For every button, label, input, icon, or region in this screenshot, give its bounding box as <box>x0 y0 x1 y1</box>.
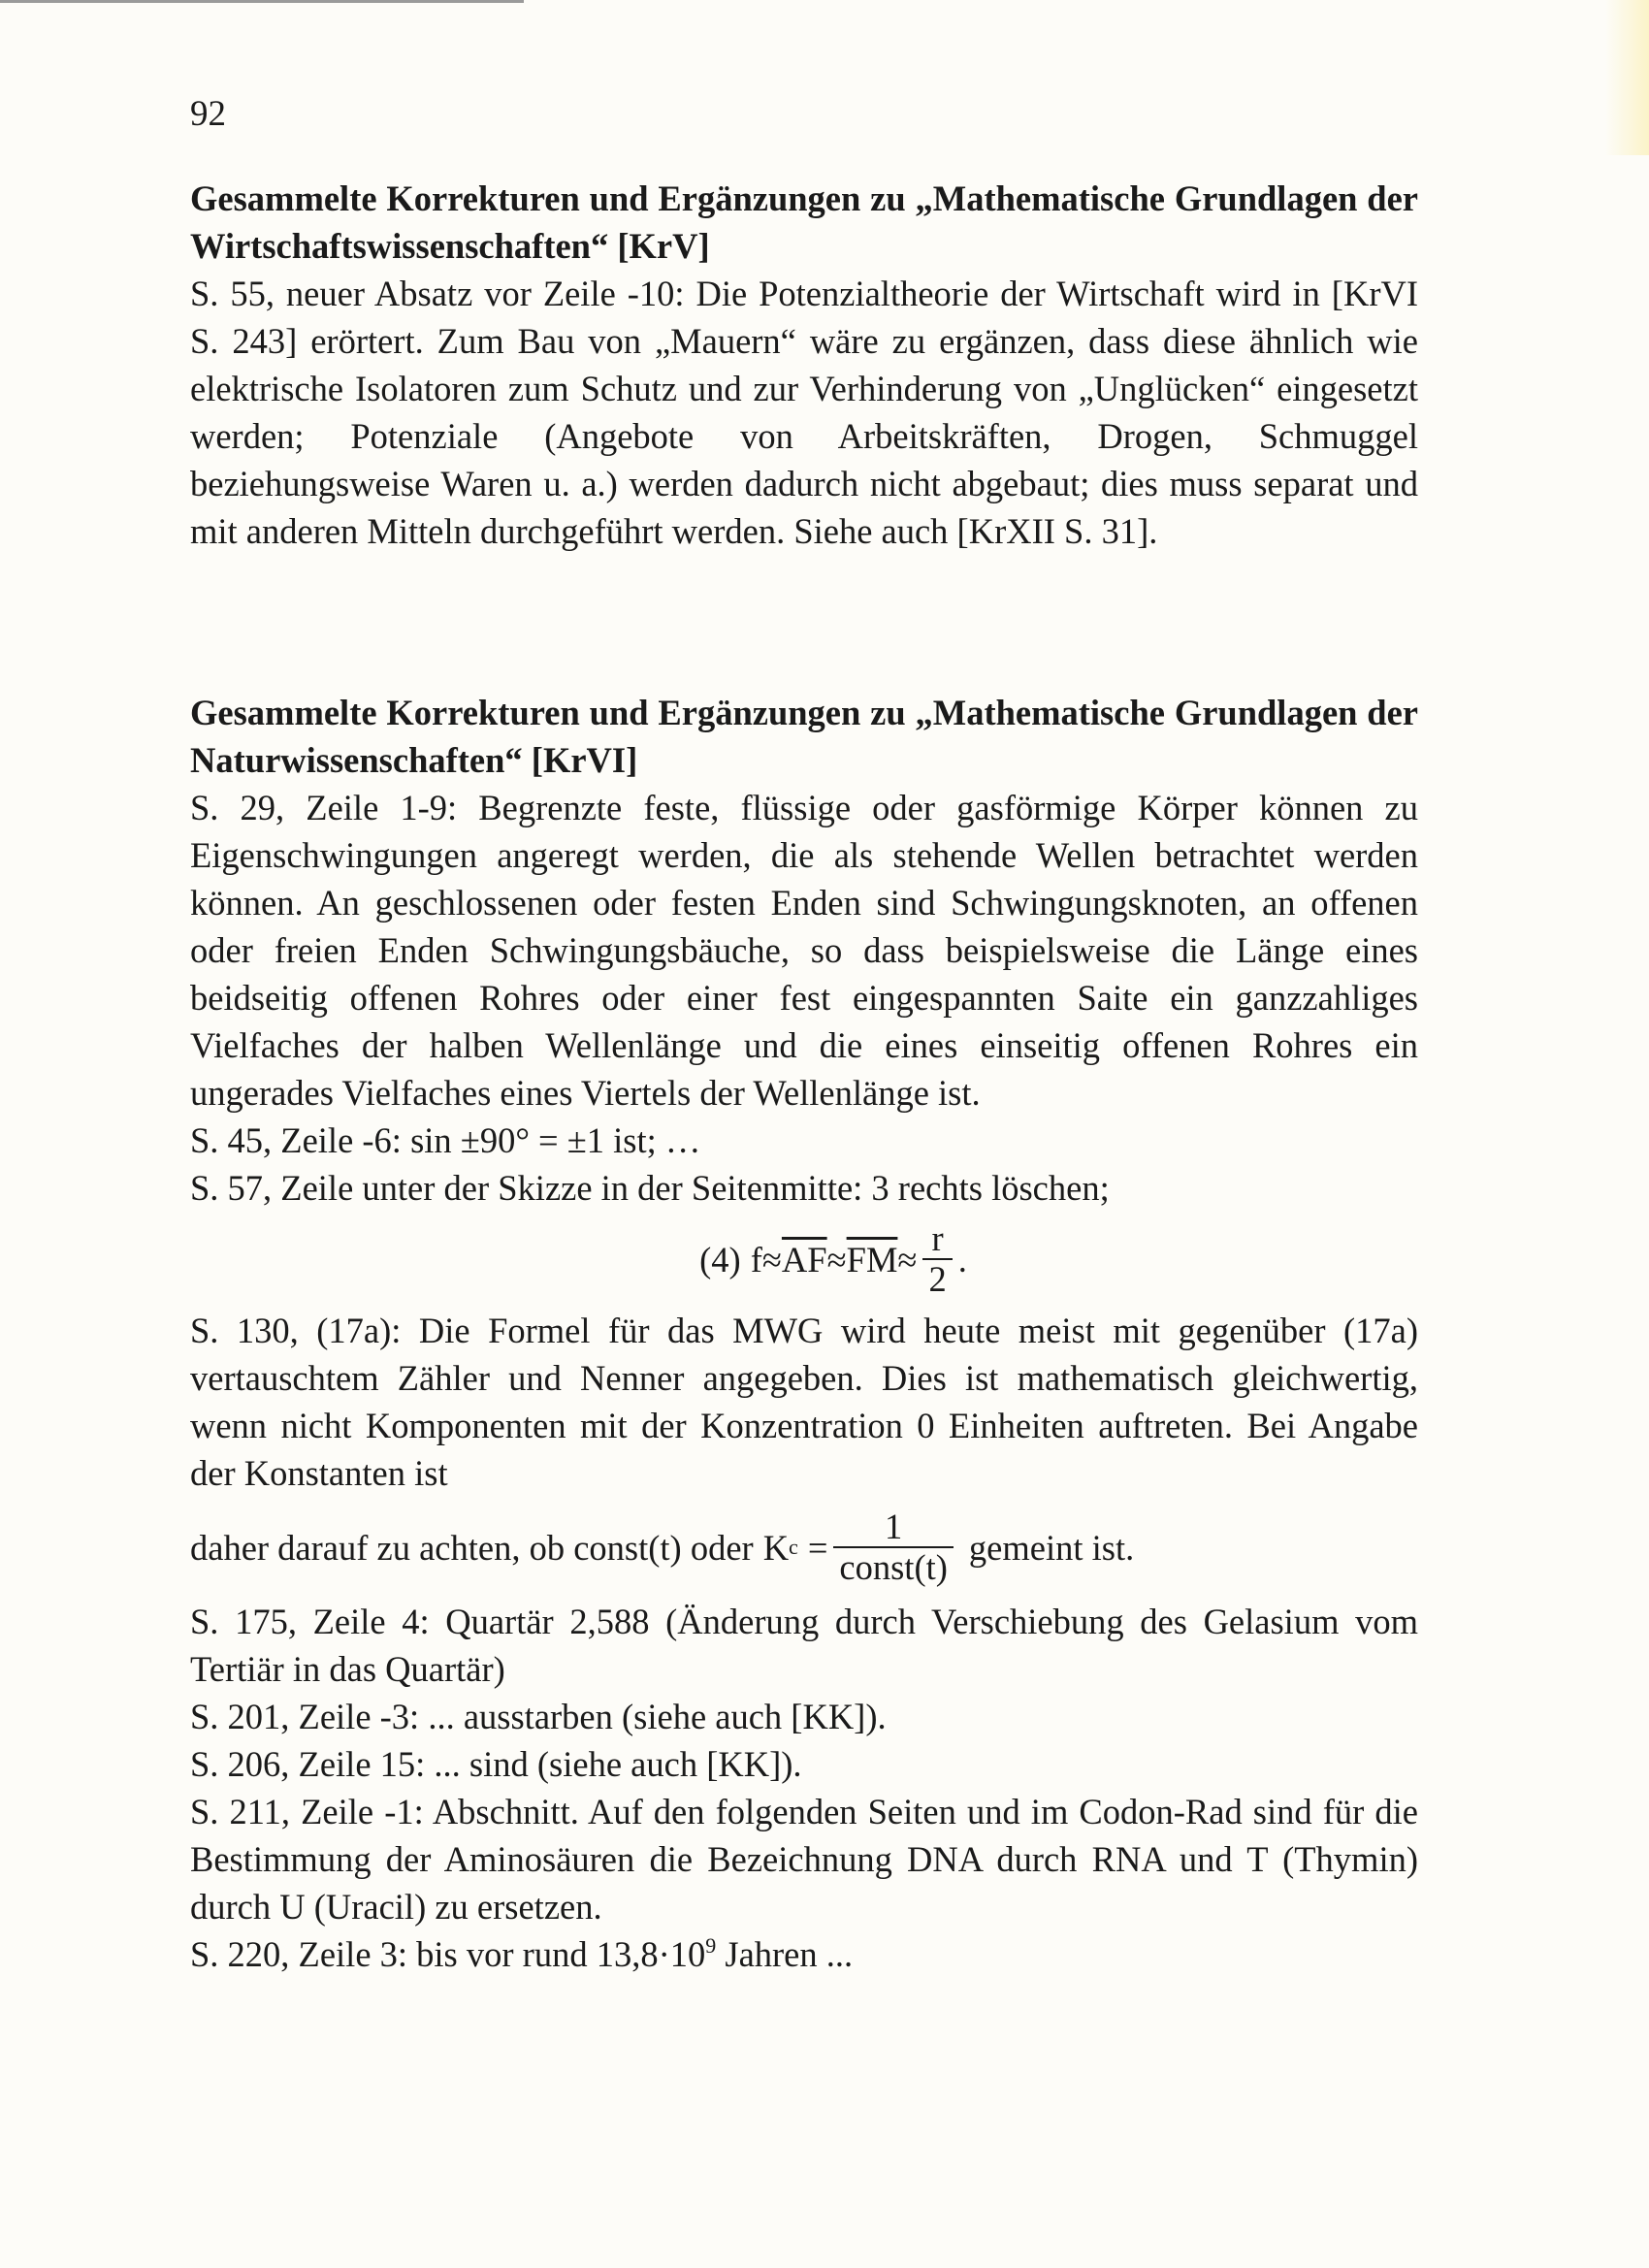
formula-label: (4) <box>699 1239 741 1280</box>
paragraph-s201: S. 201, Zeile -3: ... ausstarben (siehe auch [KK]). <box>190 1697 887 1736</box>
formula-end: . <box>957 1239 967 1280</box>
approx-sign: ≈ <box>761 1239 782 1280</box>
s220-text: S. 220, Zeile 3: bis vor rund 13,8·10 <box>190 1934 706 1974</box>
fraction-numerator: r <box>931 1218 944 1258</box>
kc-subscript: c <box>789 1535 798 1559</box>
section-wirtschaft <box>190 175 1418 555</box>
paragraph-s130: S. 130, (17a): Die Formel für das MWG wird heute meist mit gegenüber (17a) vertauschtem Zähler und Nenner angegeben. Dies ist mathematisch gleichwertig, wenn nicht Komponenten mit der Konzentration 0 Einheiten auftreten. Bei Angabe der Konstanten ist <box>190 1311 1418 1493</box>
paragraph-s211: S. 211, Zeile -1: Abschnitt. Auf den folgenden Seiten und im Codon-Rad sind für die Bestimmung der Aminosäuren die Bezeichnung DNA durch RNA und T (Thymin) durch U (Uracil) zu ersetzen. <box>190 1792 1418 1927</box>
section-title: Gesammelte Korrekturen und Ergänzungen zu „Mathematische Grundlagen der Wirtschaftswissenschaften“ [KrV] <box>190 178 1418 266</box>
paragraph-s220 <box>190 1930 1418 1978</box>
document-page <box>190 0 1418 2268</box>
kc-formula-line <box>190 1497 1418 1598</box>
segment-fm: $\overline{FM}$ <box>846 1239 898 1280</box>
fraction-1-over-const <box>833 1507 954 1587</box>
paragraph-s57: S. 57, Zeile unter der Skizze in der Seitenmitte: 3 rechts löschen; <box>190 1168 1110 1208</box>
equals-sign: = <box>807 1527 828 1568</box>
paragraph-s29: S. 29, Zeile 1-9: Begrenzte feste, flüssige oder gasförmige Körper können zu Eigenschwingungen angeregt werden, die als stehende Wellen betrachtet werden können. An geschlossenen oder festen Enden sind Schwingungsknoten, an offenen oder freien Enden Schwingungsbäuche, so dass beispielsweise die Länge eines beidseitig offenen Rohres oder einer fest eingespannten Saite ein ganzzahliges Vielfaches der halben Wellenlänge und die eines einseitig offenen Rohres ein ungerades Vielfaches eines Viertels der Wellenlänge ist. <box>190 788 1418 1113</box>
formula-4 <box>248 1212 1418 1307</box>
segment-af: $\overline{AF}$ <box>781 1239 827 1280</box>
section-title: Gesammelte Korrekturen und Ergänzungen zu „Mathematische Grundlagen der Naturwissenschaften“ [KrVI] <box>190 693 1418 780</box>
paragraph-s45: S. 45, Zeile -6: sin ±90° = ±1 ist; … <box>190 1120 701 1160</box>
fraction-denominator: const(t) <box>833 1546 954 1587</box>
kc-symbol: K <box>762 1527 790 1568</box>
paragraph-s175: S. 175, Zeile 4: Quartär 2,588 (Änderung durch Verschiebung des Gelasium vom Tertiär in das Quartär) <box>190 1602 1418 1689</box>
kc-tail-text: gemeint ist. <box>968 1527 1135 1568</box>
approx-sign: ≈ <box>826 1239 847 1280</box>
fraction-r-over-2 <box>922 1219 952 1299</box>
formula-f: f <box>750 1239 762 1280</box>
paragraph-s206: S. 206, Zeile 15: ... sind (siehe auch [KK]). <box>190 1744 802 1784</box>
page-number: 92 <box>190 94 226 134</box>
paragraph-s55: S. 55, neuer Absatz vor Zeile -10: Die Potenzialtheorie der Wirtschaft wird in [KrVI S. 243] erörtert. Zum Bau von „Mauern“ wäre zu ergänzen, dass diese ähnlich wie elektrische Isolatoren zum Schutz und zur Verhinderung von „Unglücken“ eingesetzt werden; Potenziale (Angebote von Arbeitskräften, Drogen, Schmuggel beziehungsweise Waren u. a.) werden dadurch nicht abgebaut; dies muss separat und mit anderen Mitteln durchgeführt werden. Siehe auch [KrXII S. 31]. <box>190 274 1418 551</box>
section-natur <box>190 689 1418 1978</box>
approx-sign: ≈ <box>897 1239 918 1280</box>
fraction-denominator: 2 <box>922 1258 952 1299</box>
fraction-numerator: 1 <box>885 1507 903 1546</box>
s220-exponent: 9 <box>705 1933 717 1958</box>
s220-tail: Jahren ... <box>716 1934 854 1974</box>
kc-lead-text: daher darauf zu achten, ob const(t) oder <box>190 1527 754 1568</box>
scan-edge-tint <box>1605 0 1649 155</box>
